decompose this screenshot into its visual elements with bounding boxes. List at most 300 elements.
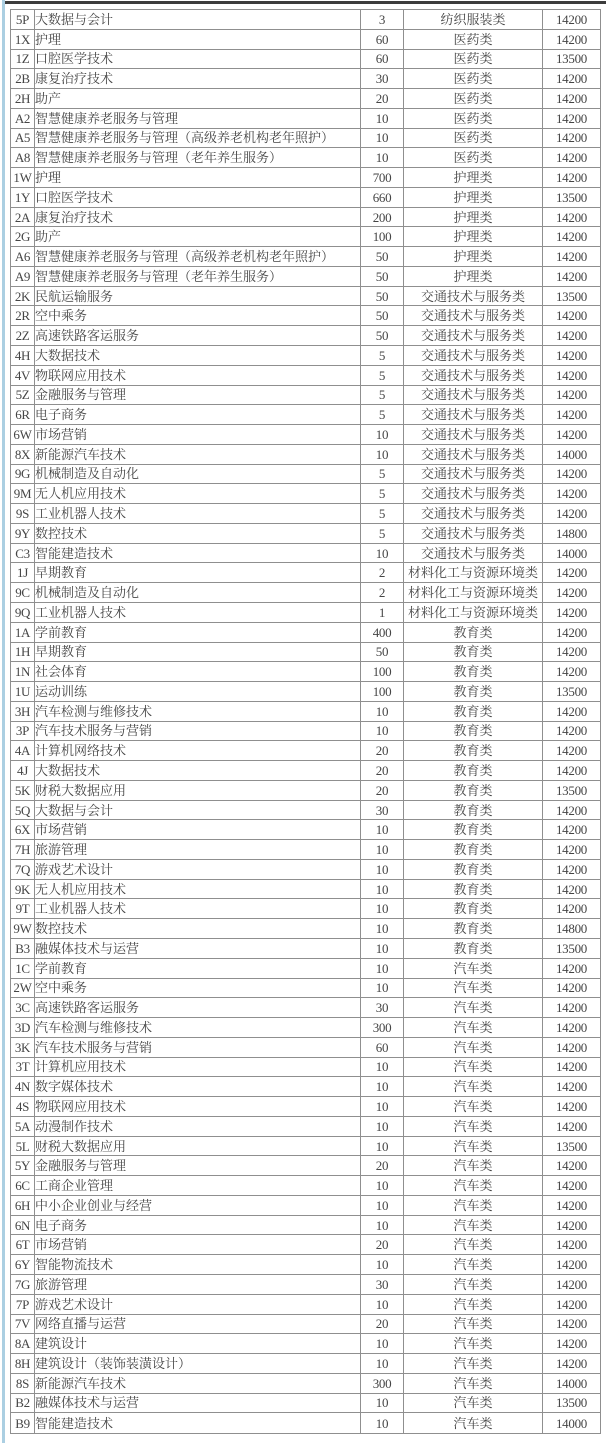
cell-code: 6R <box>11 405 35 425</box>
cell-code: 2Z <box>11 326 35 346</box>
cell-plan-count: 10 <box>361 148 404 168</box>
cell-tuition-fee: 14200 <box>543 820 601 840</box>
table-row <box>11 1176 601 1196</box>
cell-plan-count: 10 <box>361 1077 404 1097</box>
cell-major-name: 智能建造技术 <box>35 543 361 563</box>
cell-code: 1U <box>11 682 35 702</box>
cell-major-name: 数字媒体技术 <box>35 1077 361 1097</box>
cell-major-name: 无人机应用技术 <box>35 879 361 899</box>
cell-plan-count: 100 <box>361 662 404 682</box>
cell-tuition-fee: 14000 <box>543 1413 601 1434</box>
table-row <box>11 978 601 998</box>
cell-major-name: 康复治疗技术 <box>35 69 361 89</box>
table-row <box>11 1057 601 1077</box>
cell-major-name: 智能物流技术 <box>35 1255 361 1275</box>
cell-code: A2 <box>11 108 35 128</box>
cell-plan-count: 10 <box>361 1136 404 1156</box>
table-row <box>11 1156 601 1176</box>
cell-plan-count: 5 <box>361 365 404 385</box>
cell-tuition-fee: 14200 <box>543 29 601 49</box>
cell-tuition-fee: 13500 <box>543 780 601 800</box>
cell-tuition-fee: 14200 <box>543 1156 601 1176</box>
cell-tuition-fee: 14200 <box>543 622 601 642</box>
table-row <box>11 385 601 405</box>
cell-plan-count: 5 <box>361 405 404 425</box>
cell-code: 6T <box>11 1235 35 1255</box>
cell-tuition-fee: 14200 <box>543 1077 601 1097</box>
table-row <box>11 1018 601 1038</box>
cell-category: 教育类 <box>404 780 543 800</box>
table-row <box>11 1334 601 1354</box>
cell-tuition-fee: 14800 <box>543 919 601 939</box>
cell-major-name: 运动训练 <box>35 682 361 702</box>
table-row <box>11 187 601 207</box>
cell-tuition-fee: 14200 <box>543 346 601 366</box>
cell-code: C3 <box>11 543 35 563</box>
cell-code: 5A <box>11 1116 35 1136</box>
cell-tuition-fee: 14200 <box>543 464 601 484</box>
cell-major-name: 大数据技术 <box>35 346 361 366</box>
cell-plan-count: 30 <box>361 998 404 1018</box>
cell-plan-count: 300 <box>361 1018 404 1038</box>
cell-tuition-fee: 14200 <box>543 1018 601 1038</box>
cell-major-name: 计算机网络技术 <box>35 741 361 761</box>
cell-major-name: 游戏艺术设计 <box>35 1294 361 1314</box>
cell-major-name: 早期教育 <box>35 642 361 662</box>
cell-tuition-fee: 14200 <box>543 207 601 227</box>
cell-tuition-fee: 14200 <box>543 958 601 978</box>
cell-tuition-fee: 14200 <box>543 741 601 761</box>
cell-code: 8A <box>11 1334 35 1354</box>
cell-plan-count: 20 <box>361 89 404 109</box>
table-row <box>11 1413 601 1434</box>
table-row <box>11 800 601 820</box>
cell-major-name: 助产 <box>35 89 361 109</box>
table-row <box>11 425 601 445</box>
cell-code: 1A <box>11 622 35 642</box>
cell-code: 3H <box>11 701 35 721</box>
cell-code: 8S <box>11 1373 35 1393</box>
table-row <box>11 1255 601 1275</box>
cell-plan-count: 50 <box>361 266 404 286</box>
cell-plan-count: 10 <box>361 425 404 445</box>
cell-category: 护理类 <box>404 207 543 227</box>
table-row <box>11 1235 601 1255</box>
cell-code: A5 <box>11 128 35 148</box>
cell-major-name: 融媒体技术与运营 <box>35 1393 361 1413</box>
cell-tuition-fee: 14200 <box>543 1097 601 1117</box>
table-row <box>11 128 601 148</box>
cell-plan-count: 20 <box>361 761 404 781</box>
cell-code: 6H <box>11 1195 35 1215</box>
cell-code: 2G <box>11 227 35 247</box>
cell-plan-count: 100 <box>361 682 404 702</box>
cell-plan-count: 300 <box>361 1373 404 1393</box>
cell-code: 1Y <box>11 187 35 207</box>
cell-category: 汽车类 <box>404 1334 543 1354</box>
cell-category: 医药类 <box>404 29 543 49</box>
cell-plan-count: 10 <box>361 1215 404 1235</box>
cell-code: 2K <box>11 286 35 306</box>
cell-plan-count: 200 <box>361 207 404 227</box>
cell-category: 交通技术与服务类 <box>404 306 543 326</box>
cell-major-name: 智能建造技术 <box>35 1413 361 1434</box>
cell-major-name: 高速铁路客运服务 <box>35 326 361 346</box>
cell-tuition-fee: 14200 <box>543 602 601 622</box>
cell-tuition-fee: 14200 <box>543 128 601 148</box>
table-row <box>11 879 601 899</box>
cell-major-name: 护理 <box>35 29 361 49</box>
cell-tuition-fee: 14200 <box>543 642 601 662</box>
cell-major-name: 学前教育 <box>35 958 361 978</box>
cell-major-name: 汽车检测与维修技术 <box>35 701 361 721</box>
cell-category: 汽车类 <box>404 998 543 1018</box>
cell-tuition-fee: 14200 <box>543 385 601 405</box>
cell-tuition-fee: 14200 <box>543 326 601 346</box>
cell-major-name: 市场营销 <box>35 1235 361 1255</box>
cell-category: 教育类 <box>404 701 543 721</box>
cell-tuition-fee: 14200 <box>543 879 601 899</box>
cell-plan-count: 5 <box>361 346 404 366</box>
cell-major-name: 市场营销 <box>35 820 361 840</box>
cell-category: 交通技术与服务类 <box>404 346 543 366</box>
cell-tuition-fee: 13500 <box>543 187 601 207</box>
cell-major-name: 无人机应用技术 <box>35 484 361 504</box>
cell-category: 汽车类 <box>404 1294 543 1314</box>
cell-plan-count: 20 <box>361 741 404 761</box>
cell-plan-count: 10 <box>361 543 404 563</box>
cell-tuition-fee: 14200 <box>543 69 601 89</box>
table-row <box>11 49 601 69</box>
table-row <box>11 346 601 366</box>
cell-code: 3T <box>11 1057 35 1077</box>
cell-category: 汽车类 <box>404 1176 543 1196</box>
cell-major-name: 智慧健康养老服务与管理（高级养老机构老年照护） <box>35 247 361 267</box>
cell-code: 3D <box>11 1018 35 1038</box>
cell-major-name: 数控技术 <box>35 523 361 543</box>
cell-category: 汽车类 <box>404 1018 543 1038</box>
cell-major-name: 市场营销 <box>35 425 361 445</box>
table-row <box>11 266 601 286</box>
cell-tuition-fee: 14200 <box>543 899 601 919</box>
table-row <box>11 444 601 464</box>
cell-code: 2A <box>11 207 35 227</box>
cell-category: 汽车类 <box>404 1077 543 1097</box>
cell-code: 3P <box>11 721 35 741</box>
cell-tuition-fee: 13500 <box>543 1393 601 1413</box>
cell-category: 汽车类 <box>404 1413 543 1434</box>
cell-category: 教育类 <box>404 899 543 919</box>
cell-category: 教育类 <box>404 919 543 939</box>
cell-category: 教育类 <box>404 741 543 761</box>
cell-plan-count: 60 <box>361 49 404 69</box>
cell-plan-count: 10 <box>361 1176 404 1196</box>
cell-tuition-fee: 14200 <box>543 89 601 109</box>
cell-category: 汽车类 <box>404 1037 543 1057</box>
cell-code: B3 <box>11 938 35 958</box>
cell-category: 教育类 <box>404 622 543 642</box>
cell-tuition-fee: 14800 <box>543 523 601 543</box>
cell-category: 护理类 <box>404 168 543 188</box>
cell-plan-count: 660 <box>361 187 404 207</box>
cell-tuition-fee: 13500 <box>543 682 601 702</box>
cell-category: 教育类 <box>404 721 543 741</box>
cell-code: 4J <box>11 761 35 781</box>
cell-category: 交通技术与服务类 <box>404 543 543 563</box>
cell-tuition-fee: 14200 <box>543 425 601 445</box>
cell-plan-count: 20 <box>361 780 404 800</box>
table-row <box>11 504 601 524</box>
table-row <box>11 662 601 682</box>
cell-category: 交通技术与服务类 <box>404 444 543 464</box>
cell-major-name: 大数据与会计 <box>35 800 361 820</box>
cell-plan-count: 50 <box>361 306 404 326</box>
cell-code: 5P <box>11 10 35 30</box>
table-row <box>11 1077 601 1097</box>
table-row <box>11 1275 601 1295</box>
table-row <box>11 69 601 89</box>
table-row <box>11 523 601 543</box>
cell-major-name: 财税大数据应用 <box>35 780 361 800</box>
cell-plan-count: 10 <box>361 1354 404 1374</box>
cell-major-name: 游戏艺术设计 <box>35 859 361 879</box>
cell-tuition-fee: 14000 <box>543 543 601 563</box>
cell-category: 交通技术与服务类 <box>404 504 543 524</box>
cell-code: 3K <box>11 1037 35 1057</box>
cell-code: 2B <box>11 69 35 89</box>
cell-category: 医药类 <box>404 108 543 128</box>
cell-code: 5Y <box>11 1156 35 1176</box>
cell-tuition-fee: 14200 <box>543 168 601 188</box>
table-row <box>11 543 601 563</box>
table-row <box>11 1314 601 1334</box>
cell-code: 6N <box>11 1215 35 1235</box>
cell-major-name: 新能源汽车技术 <box>35 1373 361 1393</box>
cell-plan-count: 5 <box>361 504 404 524</box>
program-fee-table <box>10 9 601 1434</box>
cell-plan-count: 5 <box>361 484 404 504</box>
cell-major-name: 网络直播与运营 <box>35 1314 361 1334</box>
table-row <box>11 1116 601 1136</box>
cell-code: 7H <box>11 840 35 860</box>
cell-code: 9K <box>11 879 35 899</box>
cell-major-name: 机械制造及自动化 <box>35 464 361 484</box>
cell-code: 1C <box>11 958 35 978</box>
cell-plan-count: 10 <box>361 1116 404 1136</box>
cell-plan-count: 1 <box>361 602 404 622</box>
table-row <box>11 365 601 385</box>
table-row <box>11 602 601 622</box>
cell-category: 交通技术与服务类 <box>404 464 543 484</box>
cell-plan-count: 10 <box>361 958 404 978</box>
cell-category: 汽车类 <box>404 1235 543 1255</box>
cell-plan-count: 10 <box>361 978 404 998</box>
cell-major-name: 建筑设计 <box>35 1334 361 1354</box>
table-row <box>11 583 601 603</box>
cell-category: 汽车类 <box>404 1116 543 1136</box>
cell-tuition-fee: 14200 <box>543 1334 601 1354</box>
cell-category: 汽车类 <box>404 1156 543 1176</box>
cell-category: 交通技术与服务类 <box>404 326 543 346</box>
cell-category: 汽车类 <box>404 1097 543 1117</box>
cell-major-name: 汽车技术服务与营销 <box>35 1037 361 1057</box>
cell-plan-count: 30 <box>361 1275 404 1295</box>
cell-plan-count: 50 <box>361 642 404 662</box>
cell-plan-count: 5 <box>361 464 404 484</box>
table-row <box>11 1393 601 1413</box>
cell-major-name: 工业机器人技术 <box>35 504 361 524</box>
cell-major-name: 大数据与会计 <box>35 10 361 30</box>
table-row <box>11 1195 601 1215</box>
cell-major-name: 计算机应用技术 <box>35 1057 361 1077</box>
cell-tuition-fee: 14200 <box>543 583 601 603</box>
cell-major-name: 空中乘务 <box>35 306 361 326</box>
cell-category: 汽车类 <box>404 1255 543 1275</box>
cell-tuition-fee: 14200 <box>543 504 601 524</box>
cell-category: 教育类 <box>404 682 543 702</box>
cell-plan-count: 10 <box>361 899 404 919</box>
cell-tuition-fee: 14200 <box>543 662 601 682</box>
cell-plan-count: 10 <box>361 444 404 464</box>
cell-tuition-fee: 14200 <box>543 563 601 583</box>
cell-category: 医药类 <box>404 89 543 109</box>
cell-plan-count: 2 <box>361 583 404 603</box>
cell-code: 9C <box>11 583 35 603</box>
cell-code: 2R <box>11 306 35 326</box>
table-row <box>11 148 601 168</box>
table-row <box>11 1294 601 1314</box>
cell-category: 交通技术与服务类 <box>404 523 543 543</box>
cell-category: 教育类 <box>404 938 543 958</box>
table-row <box>11 306 601 326</box>
cell-tuition-fee: 14200 <box>543 266 601 286</box>
table-row <box>11 1097 601 1117</box>
table-row <box>11 899 601 919</box>
cell-category: 材料化工与资源环境类 <box>404 602 543 622</box>
cell-code: 8H <box>11 1354 35 1374</box>
table-row <box>11 1373 601 1393</box>
cell-plan-count: 50 <box>361 326 404 346</box>
cell-category: 医药类 <box>404 49 543 69</box>
table-row <box>11 642 601 662</box>
cell-major-name: 智慧健康养老服务与管理（高级养老机构老年照护） <box>35 128 361 148</box>
cell-code: 1Z <box>11 49 35 69</box>
cell-category: 汽车类 <box>404 978 543 998</box>
table-row <box>11 207 601 227</box>
cell-code: 6X <box>11 820 35 840</box>
cell-tuition-fee: 14200 <box>543 800 601 820</box>
cell-category: 交通技术与服务类 <box>404 405 543 425</box>
cell-tuition-fee: 14200 <box>543 10 601 30</box>
cell-category: 汽车类 <box>404 1393 543 1413</box>
cell-plan-count: 10 <box>361 1393 404 1413</box>
table-row <box>11 998 601 1018</box>
cell-plan-count: 10 <box>361 1255 404 1275</box>
cell-category: 汽车类 <box>404 1373 543 1393</box>
cell-code: 9Q <box>11 602 35 622</box>
cell-code: 9M <box>11 484 35 504</box>
table-row <box>11 859 601 879</box>
cell-tuition-fee: 14200 <box>543 1255 601 1275</box>
left-accent-line <box>2 0 5 1443</box>
cell-plan-count: 10 <box>361 1413 404 1434</box>
cell-category: 教育类 <box>404 859 543 879</box>
cell-tuition-fee: 14200 <box>543 1057 601 1077</box>
cell-code: 7G <box>11 1275 35 1295</box>
cell-code: 5L <box>11 1136 35 1156</box>
cell-major-name: 口腔医学技术 <box>35 49 361 69</box>
cell-category: 教育类 <box>404 662 543 682</box>
cell-category: 汽车类 <box>404 1354 543 1374</box>
cell-code: 4N <box>11 1077 35 1097</box>
cell-code: 9T <box>11 899 35 919</box>
cell-code: B2 <box>11 1393 35 1413</box>
table-row <box>11 1354 601 1374</box>
cell-code: 3C <box>11 998 35 1018</box>
table-row <box>11 1037 601 1057</box>
cell-plan-count: 50 <box>361 286 404 306</box>
cell-plan-count: 30 <box>361 69 404 89</box>
cell-major-name: 口腔医学技术 <box>35 187 361 207</box>
cell-tuition-fee: 14200 <box>543 978 601 998</box>
table-row <box>11 247 601 267</box>
cell-tuition-fee: 14200 <box>543 306 601 326</box>
cell-tuition-fee: 14200 <box>543 1354 601 1374</box>
cell-category: 交通技术与服务类 <box>404 365 543 385</box>
cell-major-name: 中小企业创业与经营 <box>35 1195 361 1215</box>
cell-category: 护理类 <box>404 247 543 267</box>
table-row <box>11 958 601 978</box>
cell-code: 9G <box>11 464 35 484</box>
table-row <box>11 622 601 642</box>
cell-major-name: 智慧健康养老服务与管理 <box>35 108 361 128</box>
cell-code: 6C <box>11 1176 35 1196</box>
cell-major-name: 财税大数据应用 <box>35 1136 361 1156</box>
cell-tuition-fee: 14200 <box>543 761 601 781</box>
cell-major-name: 物联网应用技术 <box>35 1097 361 1117</box>
cell-plan-count: 5 <box>361 523 404 543</box>
cell-plan-count: 10 <box>361 108 404 128</box>
cell-code: 1J <box>11 563 35 583</box>
cell-code: 7P <box>11 1294 35 1314</box>
cell-tuition-fee: 14200 <box>543 484 601 504</box>
cell-major-name: 旅游管理 <box>35 1275 361 1295</box>
cell-code: B9 <box>11 1413 35 1434</box>
cell-tuition-fee: 14000 <box>543 1373 601 1393</box>
cell-tuition-fee: 14200 <box>543 148 601 168</box>
cell-category: 汽车类 <box>404 958 543 978</box>
cell-category: 医药类 <box>404 128 543 148</box>
table-row <box>11 563 601 583</box>
table-row <box>11 108 601 128</box>
table-row <box>11 721 601 741</box>
cell-tuition-fee: 14200 <box>543 365 601 385</box>
cell-code: 4H <box>11 346 35 366</box>
cell-major-name: 动漫制作技术 <box>35 1116 361 1136</box>
cell-category: 汽车类 <box>404 1215 543 1235</box>
cell-plan-count: 10 <box>361 721 404 741</box>
cell-category: 材料化工与资源环境类 <box>404 583 543 603</box>
cell-tuition-fee: 14200 <box>543 1275 601 1295</box>
cell-code: 4A <box>11 741 35 761</box>
cell-major-name: 工业机器人技术 <box>35 899 361 919</box>
program-fee-table-body <box>11 10 601 1434</box>
cell-plan-count: 10 <box>361 1294 404 1314</box>
cell-code: 1H <box>11 642 35 662</box>
cell-plan-count: 10 <box>361 701 404 721</box>
cell-code: 4S <box>11 1097 35 1117</box>
cell-tuition-fee: 14200 <box>543 247 601 267</box>
